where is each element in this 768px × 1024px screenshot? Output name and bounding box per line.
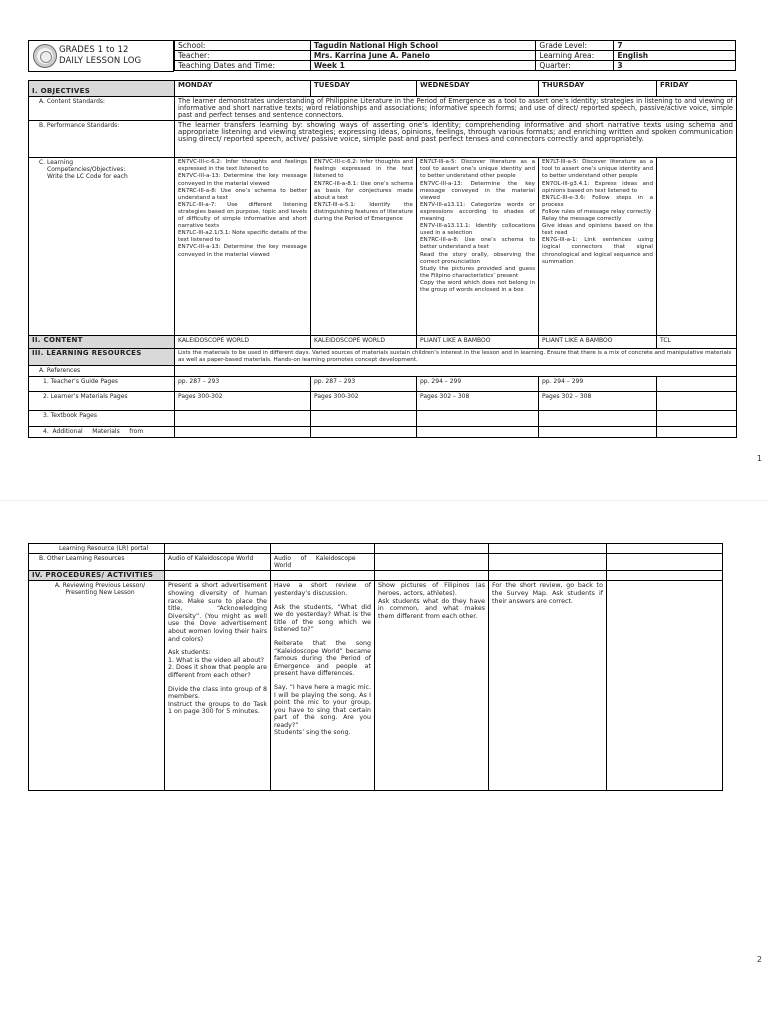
performance-standards-text: The learner transfers learning by: showing ways of asserting one’s identity; comprehending informative and short narrative texts using schema and appropriate listening and viewing strategies; expressing ideas, opinions, feelings, through various formats; and enriching written and spoken communication using direct/ reported speech, active/ passive voice, simple past and past perfect tenses and connectors correctly and appropriately. bbox=[175, 121, 737, 158]
header-info-table bbox=[174, 40, 736, 71]
procedures-heading: IV. PROCEDURES/ ACTIVITIES bbox=[29, 571, 165, 581]
competency-item: EN7LT-III-a-5: Discover literature as a tool to assert one’s unique identity and to better understand other people bbox=[420, 159, 535, 180]
procedures-tuesday bbox=[271, 571, 375, 581]
references-label: A. References bbox=[29, 366, 175, 376]
competencies-monday bbox=[175, 158, 311, 336]
teachers-guide-monday: pp. 287 – 293 bbox=[175, 376, 311, 391]
learners-materials-label: 2. Learner’s Materials Pages bbox=[29, 391, 175, 410]
school-label: School: bbox=[175, 41, 311, 51]
other-resources-monday: Audio of Kaleidoscope World bbox=[165, 554, 271, 571]
page-separator bbox=[0, 500, 768, 501]
activity-text: Show pictures of Filipinos (as heroes, actors, athletes). bbox=[378, 582, 485, 597]
references-blank bbox=[175, 366, 737, 376]
day-tuesday: TUESDAY bbox=[311, 81, 417, 97]
additional-materials-label: 4. Additional Materials from bbox=[29, 426, 175, 437]
learners-materials-monday: Pages 300-302 bbox=[175, 391, 311, 410]
teaching-dates-value: Week 1 bbox=[310, 61, 536, 71]
competency-item: Study the pictures provided and guess the Filipino characteristics’ present bbox=[420, 265, 535, 279]
day-wednesday: WEDNESDAY bbox=[417, 81, 539, 97]
reviewing-lesson-label bbox=[29, 581, 165, 791]
learning-resources-heading: III. LEARNING RESOURCES bbox=[29, 349, 175, 366]
additional-materials-tuesday bbox=[311, 426, 417, 437]
activity-thursday bbox=[489, 581, 607, 791]
textbook-pages-label: 3. Textbook Pages bbox=[29, 410, 175, 426]
competency-item: Give ideas and opinions based on the text read bbox=[542, 223, 653, 237]
activity-text: Ask students: bbox=[168, 649, 211, 657]
competency-item: Copy the word which does not belong in the group of words enclosed in a box bbox=[420, 279, 535, 293]
learning-area-value: English bbox=[614, 51, 736, 61]
lesson-table-page-1 bbox=[28, 80, 737, 438]
activity-text: Present a short advertisement showing diversity of human race. Make sure to place the title, “Acknowledging Diversity”. (You might as well use the Dove advertisement about women loving their hairs and colors) bbox=[168, 582, 267, 643]
quarter-label: Quarter: bbox=[536, 61, 614, 71]
competency-item: EN7VC-III-c-6.2: Infer thoughts and feelings expressed in the text listened to bbox=[314, 159, 413, 180]
content-wednesday: PLIANT LIKE A BAMBOO bbox=[417, 336, 539, 349]
competency-item: EN7RC-III-a-8.1: Use one’s schema as basis for conjectures made about a text bbox=[314, 180, 413, 201]
additional-materials-monday bbox=[175, 426, 311, 437]
competency-item: EN7LT-III-a-5: Discover literature as a tool to assert one’s unique identity and to better understand other people bbox=[542, 159, 653, 180]
competency-item: EN7LC-III-a2.1/3.1: Note specific details of the text listened to bbox=[178, 230, 307, 244]
learning-resources-note: Lists the materials to be used in different days. Varied sources of materials sustain children’s interest in the lesson and in learning. Ensure that there is a mix of concrete and manipulative materials as well as paper-based materials. Hands-on learning promotes concept development. bbox=[175, 349, 737, 366]
learners-materials-thursday: Pages 302 – 308 bbox=[539, 391, 657, 410]
competency-item: EN7OL-III-g3.4.1: Express ideas and opinions based on text listened to bbox=[542, 180, 653, 194]
day-thursday: THURSDAY bbox=[539, 81, 657, 97]
competencies-thursday bbox=[539, 158, 657, 336]
logo-box bbox=[28, 40, 174, 72]
other-resources-friday bbox=[607, 554, 723, 571]
competencies-tuesday bbox=[311, 158, 417, 336]
activity-text: Divide the class into group of 8 members. bbox=[168, 685, 267, 701]
competency-item: EN7LC-III-a-7: Use different listening strategies based on purpose, topic and levels of difficulty of simple informative and short narrative texts bbox=[178, 201, 307, 230]
competency-item: EN7LT-III-a-5.1: Identify the distinguishing features of literature during the Period of Emergence bbox=[314, 201, 413, 223]
other-resources-thursday bbox=[489, 554, 607, 571]
activity-text: Ask students what do they have in common, and what makes them different from each other. bbox=[378, 597, 485, 620]
teachers-guide-label: 1. Teacher’s Guide Pages bbox=[29, 376, 175, 391]
teacher-value: Mrs. Karrina June A. Panelo bbox=[310, 51, 536, 61]
procedures-friday bbox=[607, 571, 723, 581]
competency-item: EN7VC-III-a-13: Determine the key message conveyed in the material viewed bbox=[420, 180, 535, 201]
additional-materials-thursday bbox=[539, 426, 657, 437]
procedures-monday bbox=[165, 571, 271, 581]
reviewing-lesson-label-line: Presenting New Lesson bbox=[65, 589, 135, 597]
header bbox=[28, 40, 736, 72]
teacher-label: Teacher: bbox=[175, 51, 311, 61]
learners-materials-friday bbox=[657, 391, 737, 410]
activity-text: Reiterate that the song “Kaleidoscope World” became famous during the Period of Emergence and people at present have differences. bbox=[274, 639, 371, 678]
quarter-value: 3 bbox=[614, 61, 736, 71]
activity-friday bbox=[607, 581, 723, 791]
competency-item: EN7RC-III-a-8: Use one’s schema to better understand a text bbox=[420, 237, 535, 251]
lesson-table-page-2 bbox=[28, 543, 723, 791]
activity-text: Ask the students, “What did we do yesterday? What is the title of the song which we listened to?” bbox=[274, 603, 371, 634]
reviewing-lesson-label-line: A. Reviewing Previous Lesson/ bbox=[54, 582, 146, 590]
competency-item: EN7V-III-a13.11: Categorize words or expressions according to shades of meaning bbox=[420, 201, 535, 223]
additional-materials-monday bbox=[165, 544, 271, 554]
competency-item: Follow rules of message relay correctly bbox=[542, 208, 652, 215]
procedures-thursday bbox=[489, 571, 607, 581]
additional-materials-wednesday bbox=[417, 426, 539, 437]
objectives-heading: I. OBJECTIVES bbox=[29, 81, 175, 97]
additional-materials-friday bbox=[607, 544, 723, 554]
content-heading: II. CONTENT bbox=[29, 336, 175, 349]
other-resources-wednesday bbox=[375, 554, 489, 571]
textbook-pages-wednesday bbox=[417, 410, 539, 426]
content-standards-text: The learner demonstrates understanding of Philippine Literature in the Period of Emergence as a tool to assert one’s identity; strategies in listening to and viewing of informative and short narrative texts; word relationships and associations; informative speech forms; and use of direct/ reported speech, passive/active voice, simple past and perfect tenses and sentence connectors. bbox=[175, 97, 737, 121]
textbook-pages-friday bbox=[657, 410, 737, 426]
learning-area-label: Learning Area: bbox=[536, 51, 614, 61]
competency-item: EN7LC-III-e-3.6: Follow steps in a process bbox=[542, 194, 653, 208]
activity-tuesday bbox=[271, 581, 375, 791]
activity-text: Say, “I have here a magic mic. I will be playing the song. As I point the mic to your group, you have to sing that certain part of the song. Are you ready?” bbox=[274, 683, 371, 729]
textbook-pages-thursday bbox=[539, 410, 657, 426]
activity-text: Have a short review of yesterday’s discussion. bbox=[274, 582, 371, 597]
other-resources-label: B. Other Learning Resources bbox=[29, 554, 165, 571]
page-2 bbox=[0, 512, 768, 1024]
daily-lesson-log-label: DAILY LESSON LOG bbox=[59, 56, 142, 66]
competency-item: EN7RC-III-a-8: Use one’s schema to better understand a text bbox=[178, 187, 307, 201]
competencies-label bbox=[29, 158, 175, 336]
teachers-guide-wednesday: pp. 294 – 299 bbox=[417, 376, 539, 391]
day-friday: FRIDAY bbox=[657, 81, 737, 97]
additional-materials-tuesday bbox=[271, 544, 375, 554]
other-resources-tuesday: Audio of Kaleidoscope World bbox=[271, 554, 375, 571]
activity-text: Students’ sing the song. bbox=[274, 729, 351, 737]
teachers-guide-friday bbox=[657, 376, 737, 391]
content-thursday: PLIANT LIKE A BAMBOO bbox=[539, 336, 657, 349]
additional-materials-friday bbox=[657, 426, 737, 437]
grades-label: GRADES 1 to 12 bbox=[59, 45, 129, 55]
page-number: 2 bbox=[756, 955, 762, 964]
activity-text: For the short review, go back to the Survey Map. Ask students if their answers are correct. bbox=[492, 582, 603, 605]
additional-materials-thursday bbox=[489, 544, 607, 554]
learners-materials-tuesday: Pages 300-302 bbox=[311, 391, 417, 410]
content-standards-label: A. Content Standards: bbox=[29, 97, 175, 121]
competencies-friday bbox=[657, 158, 737, 336]
additional-materials-label-cont: Learning Resource (LR) portal bbox=[29, 544, 165, 554]
additional-materials-wednesday bbox=[375, 544, 489, 554]
competency-item: EN7V-III-a13.11.1: Identify collocations used in a selection bbox=[420, 223, 535, 237]
content-friday: TCL bbox=[657, 336, 737, 349]
competency-item: Read the story orally, observing the correct pronunciation bbox=[420, 251, 535, 265]
competency-item: EN7G-III-a-1: Link sentences using logical connectors that signal chronological and logical sequence and summation bbox=[542, 237, 653, 265]
competencies-label-line: Competencies/Objectives: bbox=[47, 166, 126, 174]
textbook-pages-tuesday bbox=[311, 410, 417, 426]
page-number: 1 bbox=[756, 454, 762, 463]
learners-materials-wednesday: Pages 302 – 308 bbox=[417, 391, 539, 410]
content-tuesday: KALEIDOSCOPE WORLD bbox=[311, 336, 417, 349]
competency-item: EN7VC-III-a-13: Determine the key message conveyed in the material viewed bbox=[178, 244, 307, 258]
content-monday: KALEIDOSCOPE WORLD bbox=[175, 336, 311, 349]
activity-text: 2. Does it show that people are different from each other? bbox=[168, 664, 267, 679]
competencies-label-line: C. Learning bbox=[39, 159, 74, 167]
teachers-guide-tuesday: pp. 287 – 293 bbox=[311, 376, 417, 391]
activity-wednesday bbox=[375, 581, 489, 791]
activity-text: 1. What is the video all about? bbox=[168, 656, 264, 664]
competencies-label-line: Write the LC Code for each bbox=[47, 173, 128, 181]
competency-item: EN7VC-III-c-6.2: Infer thoughts and feelings expressed in the text listened to bbox=[178, 159, 307, 173]
school-value: Tagudin National High School bbox=[310, 41, 536, 51]
activity-monday bbox=[165, 581, 271, 791]
grade-level-label: Grade Level: bbox=[536, 41, 614, 51]
grade-level-value: 7 bbox=[614, 41, 736, 51]
competency-item: EN7VC-III-a-13: Determine the key message conveyed in the material viewed bbox=[178, 173, 307, 187]
day-monday: MONDAY bbox=[175, 81, 311, 97]
textbook-pages-monday bbox=[175, 410, 311, 426]
performance-standards-label: B. Performance Standards: bbox=[29, 121, 175, 158]
teaching-dates-label: Teaching Dates and Time: bbox=[175, 61, 311, 71]
competency-item: Relay the message correctly bbox=[542, 216, 622, 223]
form-title bbox=[59, 45, 141, 67]
activity-text: Instruct the groups to do Task 1 on page 300 for 5 minutes. bbox=[168, 700, 267, 716]
competencies-wednesday bbox=[417, 158, 539, 336]
deped-seal-icon bbox=[33, 44, 57, 68]
teachers-guide-thursday: pp. 294 – 299 bbox=[539, 376, 657, 391]
procedures-wednesday bbox=[375, 571, 489, 581]
